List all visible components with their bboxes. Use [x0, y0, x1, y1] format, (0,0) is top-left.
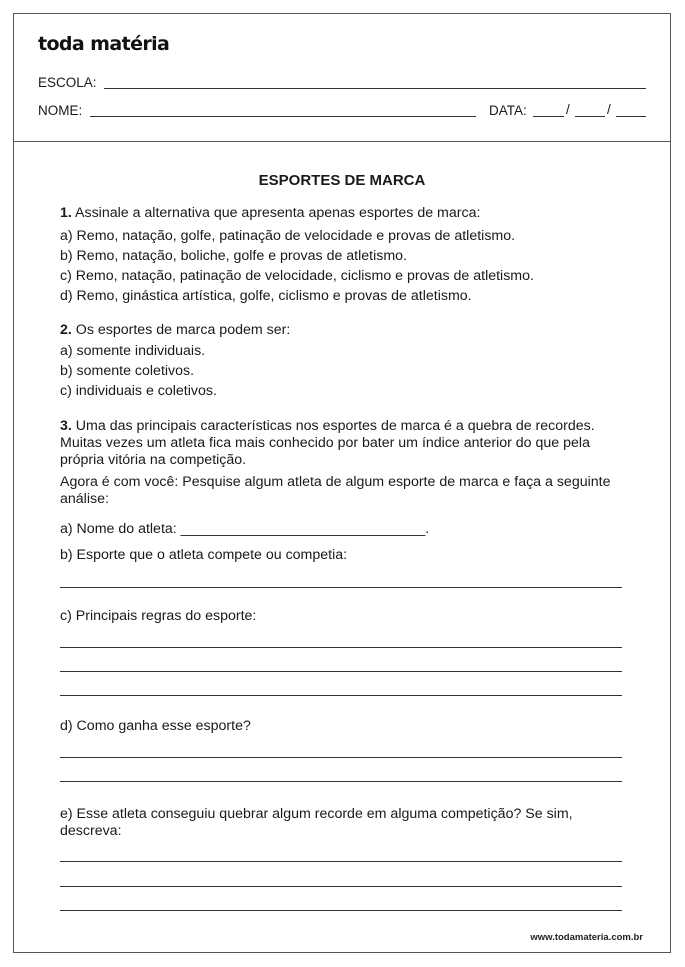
answer-line[interactable] — [60, 886, 622, 887]
escola-label: ESCOLA: — [38, 75, 97, 90]
item-3d: d) Como ganha esse esporte? — [60, 718, 251, 734]
answer-line[interactable] — [60, 910, 622, 911]
date-separator: / — [566, 102, 570, 117]
item-3a[interactable]: a) Nome do atleta: _______________________________. — [60, 521, 430, 537]
option-2c: c) individuais e coletivos. — [60, 383, 217, 399]
date-year-field[interactable] — [616, 116, 646, 117]
header-divider — [13, 141, 671, 142]
answer-line[interactable] — [60, 647, 622, 648]
question-1 — [60, 205, 480, 222]
footer-url[interactable]: www.todamateria.com.br — [530, 932, 643, 943]
option-1d: d) Remo, ginástica artística, golfe, ciclismo e provas de atletismo. — [60, 288, 472, 304]
answer-line[interactable] — [60, 757, 622, 758]
logo: toda matéria — [38, 33, 170, 55]
date-day-field[interactable] — [533, 116, 564, 117]
question-3-instruction: Agora é com você: Pesquise algum atleta de algum esporte de marca e faça a seguinte análise: — [60, 474, 611, 507]
question-text: Assinale a alternativa que apresenta apenas esportes de marca: — [75, 205, 481, 221]
question-number: 3. — [60, 418, 72, 434]
question-2 — [60, 322, 290, 339]
nome-field[interactable] — [90, 116, 476, 117]
option-1b: b) Remo, natação, boliche, golfe e provas de atletismo. — [60, 248, 407, 264]
answer-line[interactable] — [60, 587, 622, 588]
date-month-field[interactable] — [575, 116, 605, 117]
question-text: Os esportes de marca podem ser: — [75, 322, 291, 338]
answer-line[interactable] — [60, 781, 622, 782]
option-1c: c) Remo, natação, patinação de velocidade, ciclismo e provas de atletismo. — [60, 268, 534, 284]
option-2a: a) somente individuais. — [60, 343, 206, 359]
item-3b: b) Esporte que o atleta compete ou competia: — [60, 547, 348, 563]
option-2b: b) somente coletivos. — [60, 363, 195, 379]
item-3c: c) Principais regras do esporte: — [60, 608, 257, 624]
page-title: ESPORTES DE MARCA — [258, 172, 426, 189]
data-label: DATA: — [489, 103, 527, 118]
answer-line[interactable] — [60, 695, 622, 696]
nome-label: NOME: — [38, 103, 83, 118]
item-3e: e) Esse atleta conseguiu quebrar algum recorde em alguma competição? Se sim, descreva: — [60, 806, 573, 839]
answer-line[interactable] — [60, 861, 622, 862]
option-1a: a) Remo, natação, golfe, patinação de velocidade e provas de atletismo. — [60, 228, 516, 244]
answer-line[interactable] — [60, 671, 622, 672]
question-3 — [60, 418, 620, 469]
question-number: 2. — [60, 322, 72, 338]
date-separator: / — [607, 102, 611, 117]
question-text: Uma das principais características nos esportes de marca é a quebra de recordes. Muitas vezes um atleta fica mais conhecido por bater um índice anterior do que pela própria vitória na competição. — [60, 418, 595, 468]
escola-field[interactable] — [104, 88, 646, 89]
question-number: 1. — [60, 205, 72, 221]
